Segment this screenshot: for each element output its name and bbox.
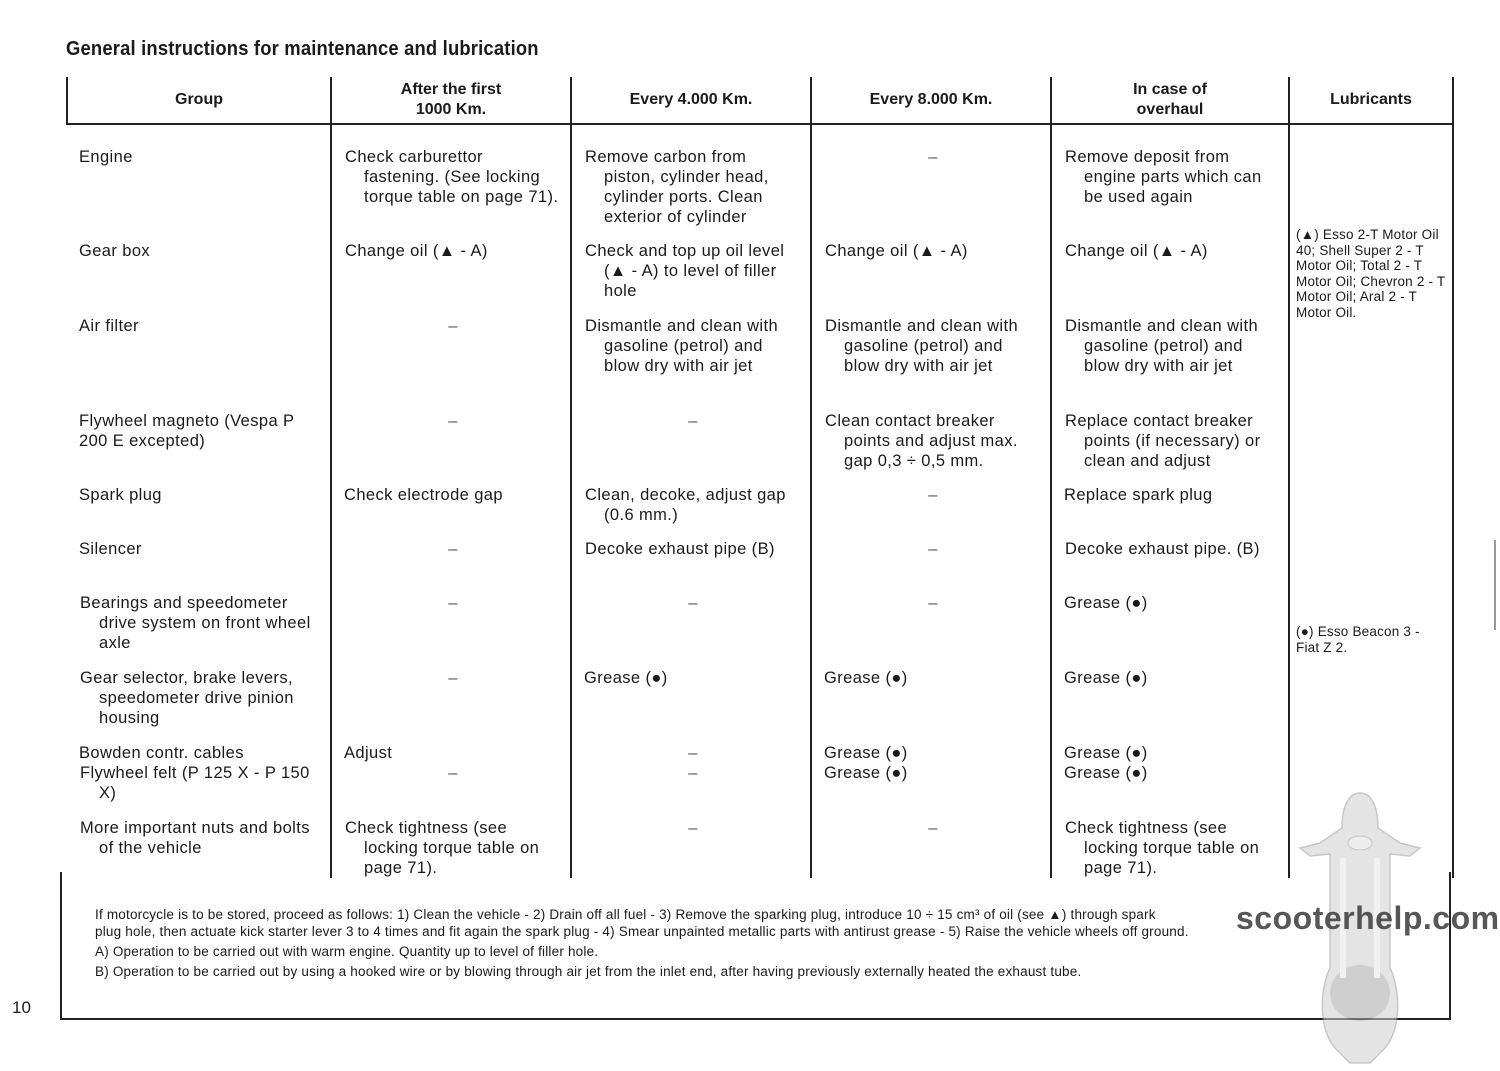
footnotes (95, 906, 1425, 980)
column-header-every-4000: Every 4.000 Km. (571, 77, 811, 124)
row-group: Bowden contr. cables (79, 744, 244, 762)
cell-first-1000: Check electrode gap (344, 486, 503, 504)
cell-overhaul: Remove deposit from engine parts which can be used again (1065, 148, 1262, 206)
cell-every-4000: – (688, 412, 698, 430)
cell-every-4000: Clean, decoke, adjust gap (0.6 mm.) (585, 486, 786, 524)
cell-first-1000: Check carburettor fastening. (See locking torque table on page 71). (345, 148, 559, 206)
cell-overhaul: Grease (●) (1064, 744, 1148, 762)
cell-first-1000: – (448, 412, 458, 430)
table-row (67, 743, 1453, 818)
column-header-first-1000 (331, 77, 571, 124)
cell-every-8000: Clean contact breaker points and adjust max. gap 0,3 ÷ 0,5 mm. (825, 412, 1018, 470)
row-group: Flywheel magneto (Vespa P 200 E excepted) (79, 412, 295, 450)
table-row (67, 485, 1453, 539)
cell-every-4000: – (688, 744, 698, 762)
row-group: Gear selector, brake levers, speedometer drive pinion housing (80, 669, 294, 727)
row-group: Gear box (79, 242, 151, 260)
table-row (67, 593, 1453, 668)
table-row (67, 316, 1453, 411)
frame-left-border (60, 872, 62, 1020)
cell-first-1000: – (448, 669, 458, 687)
column-header-every-8000: Every 8.000 Km. (811, 77, 1051, 124)
cell-every-8000: – (928, 486, 938, 504)
cell-first-1000: Check tightness (see locking torque table on page 71). (345, 819, 540, 877)
cell-every-8000: – (928, 594, 938, 612)
column-header-overhaul-label: In case of overhaul (1133, 81, 1207, 118)
note-b: B) Operation to be carried out by using a hooked wire or by blowing through air jet from the inlet end, after having previously externally heated the exhaust tube. (95, 964, 1082, 979)
cell-every-4000-secondary: – (688, 764, 698, 782)
row-group: Air filter (79, 317, 139, 335)
table-row (67, 147, 1453, 241)
cell-every-4000: – (688, 819, 698, 837)
cell-first-1000: Change oil (▲ - A) (345, 242, 488, 260)
cell-overhaul: Replace spark plug (1064, 486, 1213, 504)
cell-overhaul: Grease (●) (1064, 594, 1148, 612)
cell-overhaul-secondary: Grease (●) (1064, 764, 1148, 782)
frame-right-border (1449, 872, 1451, 1020)
cell-overhaul: Decoke exhaust pipe. (B) (1065, 540, 1260, 558)
table-row (67, 668, 1453, 743)
cell-every-8000: – (928, 148, 938, 166)
cell-first-1000: – (448, 540, 458, 558)
frame-bottom-border (60, 1018, 1451, 1020)
row-group-secondary: Flywheel felt (P 125 X - P 150 X) (80, 764, 310, 802)
column-header-overhaul (1051, 77, 1289, 124)
table-row (67, 539, 1453, 593)
cell-every-4000: Remove carbon from piston, cylinder head, cylinder ports. Clean exterior of cylinder (585, 148, 769, 226)
cell-every-8000: – (928, 819, 938, 837)
row-group: Engine (79, 148, 133, 166)
cell-every-4000: Decoke exhaust pipe (B) (585, 540, 775, 558)
table-row (67, 818, 1453, 878)
table-row (67, 241, 1453, 316)
column-header-group: Group (67, 77, 331, 124)
cell-every-4000: – (688, 594, 698, 612)
page-edge-mark (1494, 540, 1496, 630)
cell-overhaul: Dismantle and clean with gasoline (petrol) and blow dry with air jet (1065, 317, 1259, 375)
cell-first-1000: Adjust (344, 744, 393, 762)
cell-every-4000: Check and top up oil level (▲ - A) to level of filler hole (585, 242, 785, 300)
table-row (67, 411, 1453, 485)
storage-instructions-line-2: plug hole, then actuate kick starter lever 3 to 4 times and fit again the spark plug - 4) Smear unpainted metallic parts with antirust grease - 5) Raise the vehicle wheels off ground. (95, 924, 1189, 939)
column-header-lubricants: Lubricants (1289, 77, 1453, 124)
lubricant-grease-note: (●) Esso Beacon 3 - Fiat Z 2. (1296, 624, 1420, 655)
lubricant-oil-note: (▲) Esso 2-T Motor Oil 40; Shell Super 2 - T Motor Oil; Total 2 - T Motor Oil; Chevron 2 - T Motor Oil; Aral 2 - T Motor Oil. (1296, 227, 1446, 320)
row-group: Bearings and speedometer drive system on front wheel axle (80, 594, 311, 652)
page-title: General instructions for maintenance and lubrication (66, 38, 539, 60)
row-group: Spark plug (79, 486, 162, 504)
row-group: Silencer (79, 540, 142, 558)
cell-every-8000: Change oil (▲ - A) (825, 242, 968, 260)
maintenance-table (66, 77, 1454, 878)
cell-every-8000: Dismantle and clean with gasoline (petrol) and blow dry with air jet (825, 317, 1019, 375)
column-header-first-1000-label: After the first 1000 Km. (400, 81, 502, 118)
note-a: A) Operation to be carried out with warm engine. Quantity up to level of filler hole. (95, 944, 599, 959)
page-number: 10 (12, 998, 31, 1017)
cell-every-4000: Dismantle and clean with gasoline (petrol) and blow dry with air jet (585, 317, 779, 375)
storage-instructions-line-1: If motorcycle is to be stored, proceed as follows: 1) Clean the vehicle - 2) Drain off all fuel - 3) Remove the sparking plug, introduce 10 ÷ 15 cm³ of oil (see ▲) through spark (95, 907, 1156, 922)
cell-overhaul: Check tightness (see locking torque table on page 71). (1065, 819, 1260, 877)
cell-every-8000: – (928, 540, 938, 558)
cell-every-8000: Grease (●) (824, 669, 908, 687)
cell-first-1000: – (448, 594, 458, 612)
watermark-text: scooterhelp.com (1236, 900, 1500, 936)
row-group: More important nuts and bolts of the vehicle (80, 819, 310, 857)
cell-overhaul: Grease (●) (1064, 669, 1148, 687)
cell-overhaul: Change oil (▲ - A) (1065, 242, 1208, 260)
cell-every-4000: Grease (●) (584, 669, 668, 687)
cell-every-8000: Grease (●) (824, 744, 908, 762)
table-header-row (67, 77, 1453, 124)
cell-every-8000-secondary: Grease (●) (824, 764, 908, 782)
cell-first-1000: – (448, 317, 458, 335)
cell-overhaul: Replace contact breaker points (if necessary) or clean and adjust (1065, 412, 1261, 470)
cell-first-1000-secondary: – (448, 764, 458, 782)
